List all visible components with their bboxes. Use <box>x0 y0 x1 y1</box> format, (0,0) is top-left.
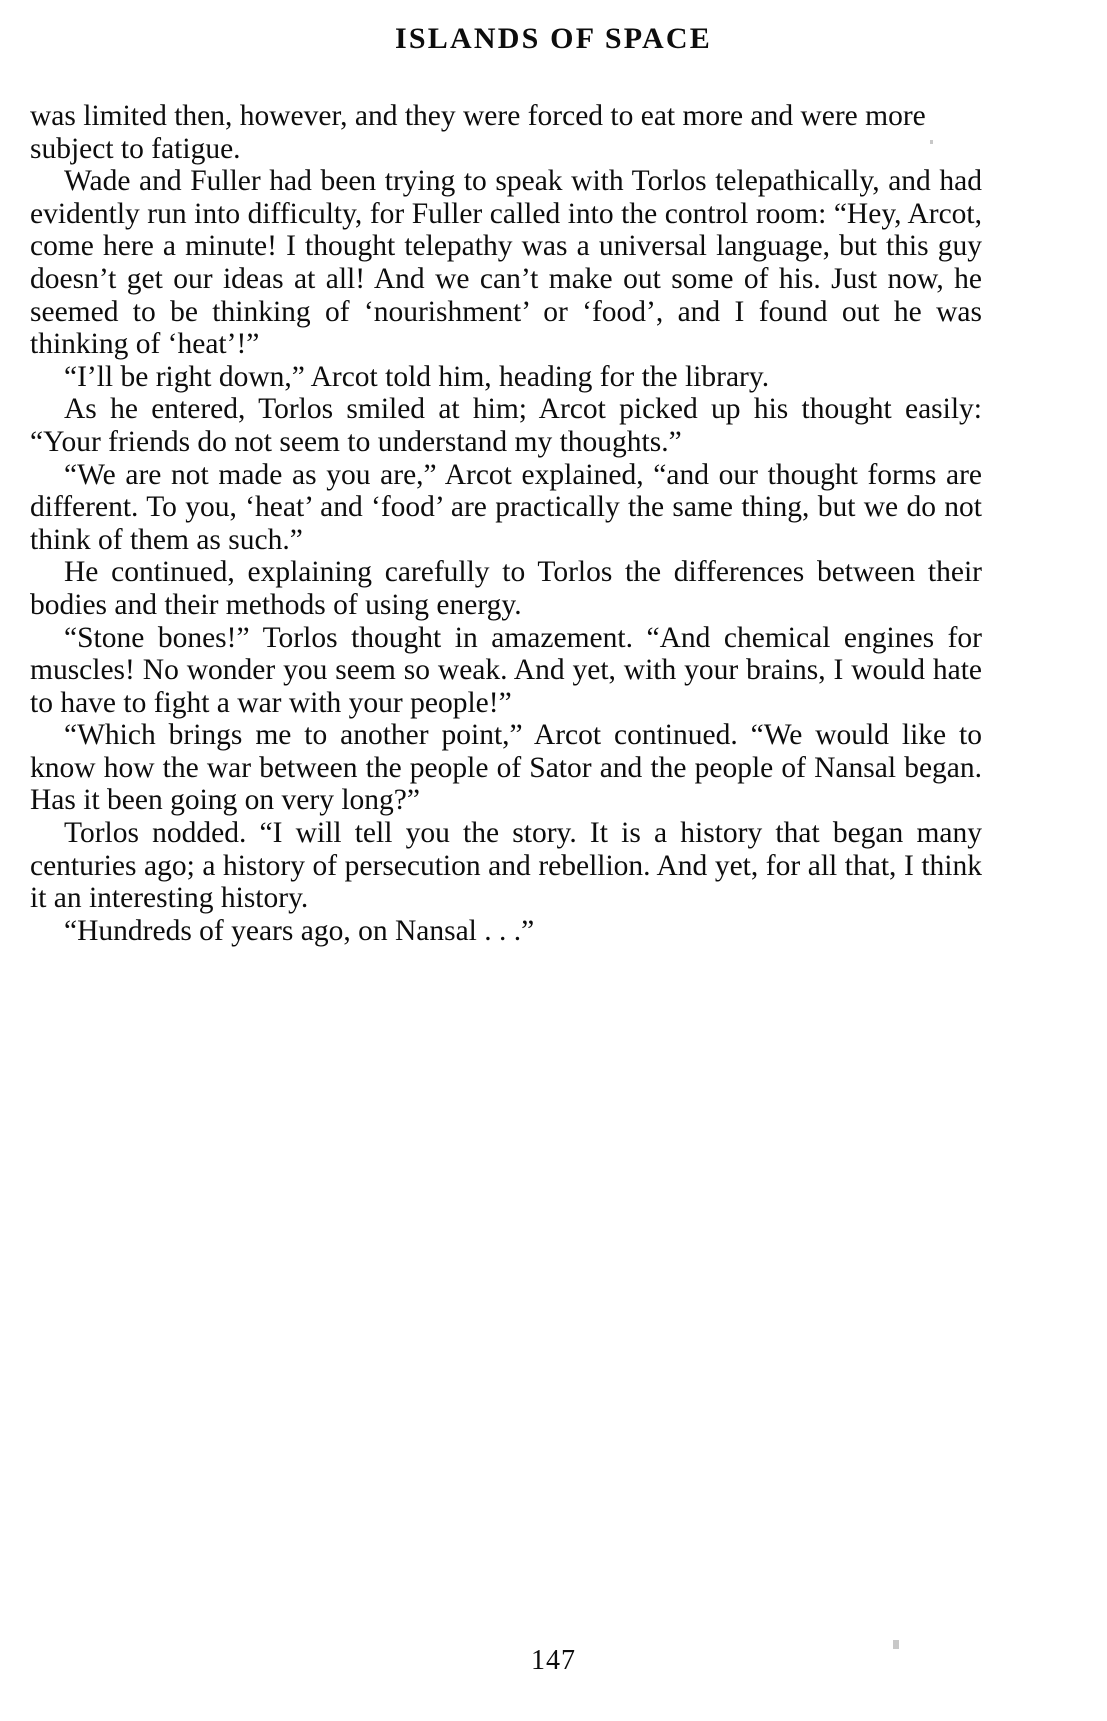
paragraph-continued: was limited then, however, and they were forced to eat more and were more subject to fatigue. <box>30 100 926 165</box>
paragraph-entered: As he entered, Torlos smiled at him; Arcot picked up his thought easily: “Your friends do not seem to understand my thoughts.” <box>30 393 982 458</box>
paragraph-right-down: “I’ll be right down,” Arcot told him, heading for the library. <box>64 360 770 393</box>
paragraph-hundreds: “Hundreds of years ago, on Nansal . . .” <box>64 914 535 947</box>
paragraph-torlos-nodded: Torlos nodded. “I will tell you the story. It is a history that began many centuries ago; a history of persecution and rebellion. And yet, for all that, I think it an interesting history. <box>30 817 982 915</box>
page-body-text <box>30 100 982 947</box>
paragraph-not-made: “We are not made as you are,” Arcot explained, “and our thought forms are different. To you, ‘heat’ and ‘food’ are practically the same thing, but we do not think of them as such.” <box>30 458 982 556</box>
paragraph-continued-explaining: He continued, explaining carefully to Torlos the differences between their bodies and their methods of using energy. <box>30 556 982 621</box>
page-number: 147 <box>531 1645 576 1676</box>
page-running-head: ISLANDS OF SPACE <box>395 22 712 55</box>
page-speck <box>930 140 933 144</box>
paragraph-wade-fuller: Wade and Fuller had been trying to speak with Torlos telepathically, and had evidently run into difficulty, for Fuller called into the control room: “Hey, Arcot, come here a minute! I thought telepathy was a universal language, but this guy doesn’t get our ideas at all! And we can’t make out some of his. Just now, he seemed to be thinking of ‘nourishment’ or ‘food’, and I found out he was thinking of ‘heat’!” <box>30 165 982 361</box>
paragraph-stone-bones: “Stone bones!” Torlos thought in amazement. “And chemical engines for muscles! No wonder you seem so weak. And yet, with your brains, I would hate to have to fight a war with your people!” <box>30 621 982 719</box>
paragraph-another-point: “Which brings me to another point,” Arcot continued. “We would like to know how the war between the people of Sator and the people of Nansal began. Has it been going on very long?” <box>30 719 982 817</box>
